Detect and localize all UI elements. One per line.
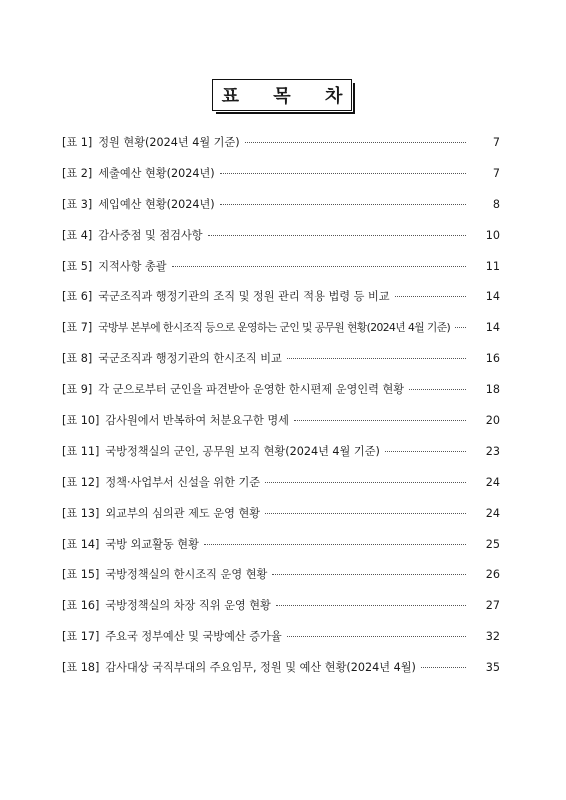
toc-entry-label: [표 18]: [62, 661, 100, 675]
toc-entry-page: 24: [485, 475, 500, 489]
toc-entry-label: [표 9]: [62, 383, 93, 397]
toc-entry[interactable]: [62, 319, 500, 350]
toc-entry-text: 지적사항 총괄: [98, 259, 167, 273]
toc-entry-label: [표 14]: [62, 537, 100, 551]
toc-entry-page: 25: [485, 537, 500, 551]
toc-entry-page: 35: [485, 661, 500, 675]
toc-entry[interactable]: [62, 134, 500, 165]
toc-entry-page: 18: [485, 383, 500, 397]
toc-entry-text: 국방부 본부에 한시조직 등으로 운영하는 군인 및 공무원 현황(2024년 4월 기준): [98, 321, 451, 335]
toc-entry-text: 국방정책실의 한시조직 운영 현황: [105, 568, 268, 582]
toc-leader-dots: [287, 358, 466, 359]
toc-entry-text: 세출예산 현황(2024년): [98, 166, 215, 180]
toc-entry-page: 16: [485, 352, 500, 366]
toc-entry-page: 32: [485, 630, 500, 644]
toc-leader-dots: [287, 636, 466, 637]
toc-entry-page: 23: [485, 444, 500, 458]
toc-entry-label: [표 2]: [62, 166, 93, 180]
toc-entry-page: 14: [485, 290, 500, 304]
toc-leader-dots: [265, 482, 466, 483]
toc-title-box: [212, 79, 357, 111]
toc-leader-dots: [204, 544, 466, 545]
toc-entry-page: 11: [485, 259, 500, 273]
toc-entry-page: 20: [485, 414, 500, 428]
toc-entry[interactable]: [62, 474, 500, 505]
toc-entry-page: 24: [485, 506, 500, 520]
toc-entry-page: 27: [485, 599, 500, 613]
toc-leader-dots: [172, 266, 466, 267]
toc-entry[interactable]: [62, 381, 500, 412]
toc-entry-label: [표 7]: [62, 321, 93, 335]
toc-entry[interactable]: [62, 566, 500, 597]
toc-entry-label: [표 10]: [62, 414, 100, 428]
toc-leader-dots: [272, 574, 466, 575]
page-title: 표 목 차: [221, 86, 357, 107]
toc-entry-page: 7: [492, 166, 500, 180]
toc-entry-text: 세입예산 현황(2024년): [98, 197, 215, 211]
toc-entry[interactable]: [62, 505, 500, 536]
toc-entry[interactable]: [62, 196, 500, 227]
table-of-contents: [62, 134, 500, 690]
toc-leader-dots: [220, 204, 466, 205]
toc-leader-dots: [409, 389, 466, 390]
toc-entry-label: [표 8]: [62, 352, 93, 366]
toc-entry-page: 7: [492, 136, 500, 149]
toc-entry-text: 국방정책실의 군인, 공무원 보직 현황(2024년 4월 기준): [105, 444, 380, 458]
toc-entry[interactable]: [62, 227, 500, 258]
toc-leader-dots: [265, 513, 466, 514]
toc-leader-dots: [276, 605, 466, 606]
toc-entry-text: 감사중점 및 점검사항: [98, 228, 203, 242]
toc-entry-text: 외교부의 심의관 제도 운영 현황: [105, 506, 261, 520]
toc-entry-page: 26: [485, 568, 500, 582]
toc-entry-page: 8: [492, 197, 500, 211]
toc-entry-label: [표 1]: [62, 136, 93, 149]
toc-entry[interactable]: [62, 628, 500, 659]
toc-entry-text: 정책·사업부서 신설을 위한 기준: [105, 475, 261, 489]
toc-entry[interactable]: [62, 165, 500, 196]
toc-entry-label: [표 12]: [62, 475, 100, 489]
toc-entry[interactable]: [62, 412, 500, 443]
toc-entry-label: [표 13]: [62, 506, 100, 520]
toc-entry-text: 주요국 정부예산 및 국방예산 증가율: [105, 630, 282, 644]
toc-leader-dots: [421, 667, 466, 668]
toc-entry-text: 정원 현황(2024년 4월 기준): [98, 136, 240, 149]
toc-leader-dots: [455, 327, 466, 328]
toc-entry-label: [표 6]: [62, 290, 93, 304]
toc-entry-text: 감사원에서 반복하여 처분요구한 명세: [105, 414, 289, 428]
toc-leader-dots: [395, 296, 466, 297]
toc-entry-page: 10: [485, 228, 500, 242]
toc-leader-dots: [294, 420, 466, 421]
toc-entry[interactable]: [62, 443, 500, 474]
toc-entry[interactable]: [62, 288, 500, 319]
toc-leader-dots: [208, 235, 466, 236]
toc-leader-dots: [385, 451, 466, 452]
toc-leader-dots: [220, 173, 466, 174]
toc-entry[interactable]: [62, 659, 500, 690]
toc-entry-label: [표 4]: [62, 228, 93, 242]
toc-entry-text: 국방정책실의 차장 직위 운영 현황: [105, 599, 271, 613]
toc-entry-text: 국군조직과 행정기관의 한시조직 비교: [98, 352, 282, 366]
toc-entry-label: [표 11]: [62, 444, 100, 458]
toc-entry-label: [표 15]: [62, 568, 100, 582]
toc-entry[interactable]: [62, 536, 500, 567]
toc-entry-page: 14: [485, 321, 500, 335]
toc-entry-label: [표 16]: [62, 599, 100, 613]
toc-entry-text: 국군조직과 행정기관의 조직 및 정원 관리 적용 법령 등 비교: [98, 290, 390, 304]
toc-entry-text: 국방 외교활동 현황: [105, 537, 199, 551]
toc-entry-text: 감사대상 국직부대의 주요임무, 정원 및 예산 현황(2024년 4월): [105, 661, 416, 675]
toc-entry[interactable]: [62, 597, 500, 628]
toc-entry[interactable]: [62, 258, 500, 289]
toc-entry-label: [표 17]: [62, 630, 100, 644]
toc-entry-label: [표 3]: [62, 197, 93, 211]
toc-entry-label: [표 5]: [62, 259, 93, 273]
toc-entry[interactable]: [62, 350, 500, 381]
toc-leader-dots: [245, 142, 466, 143]
toc-entry-text: 각 군으로부터 군인을 파견받아 운영한 한시편제 운영인력 현황: [98, 383, 405, 397]
